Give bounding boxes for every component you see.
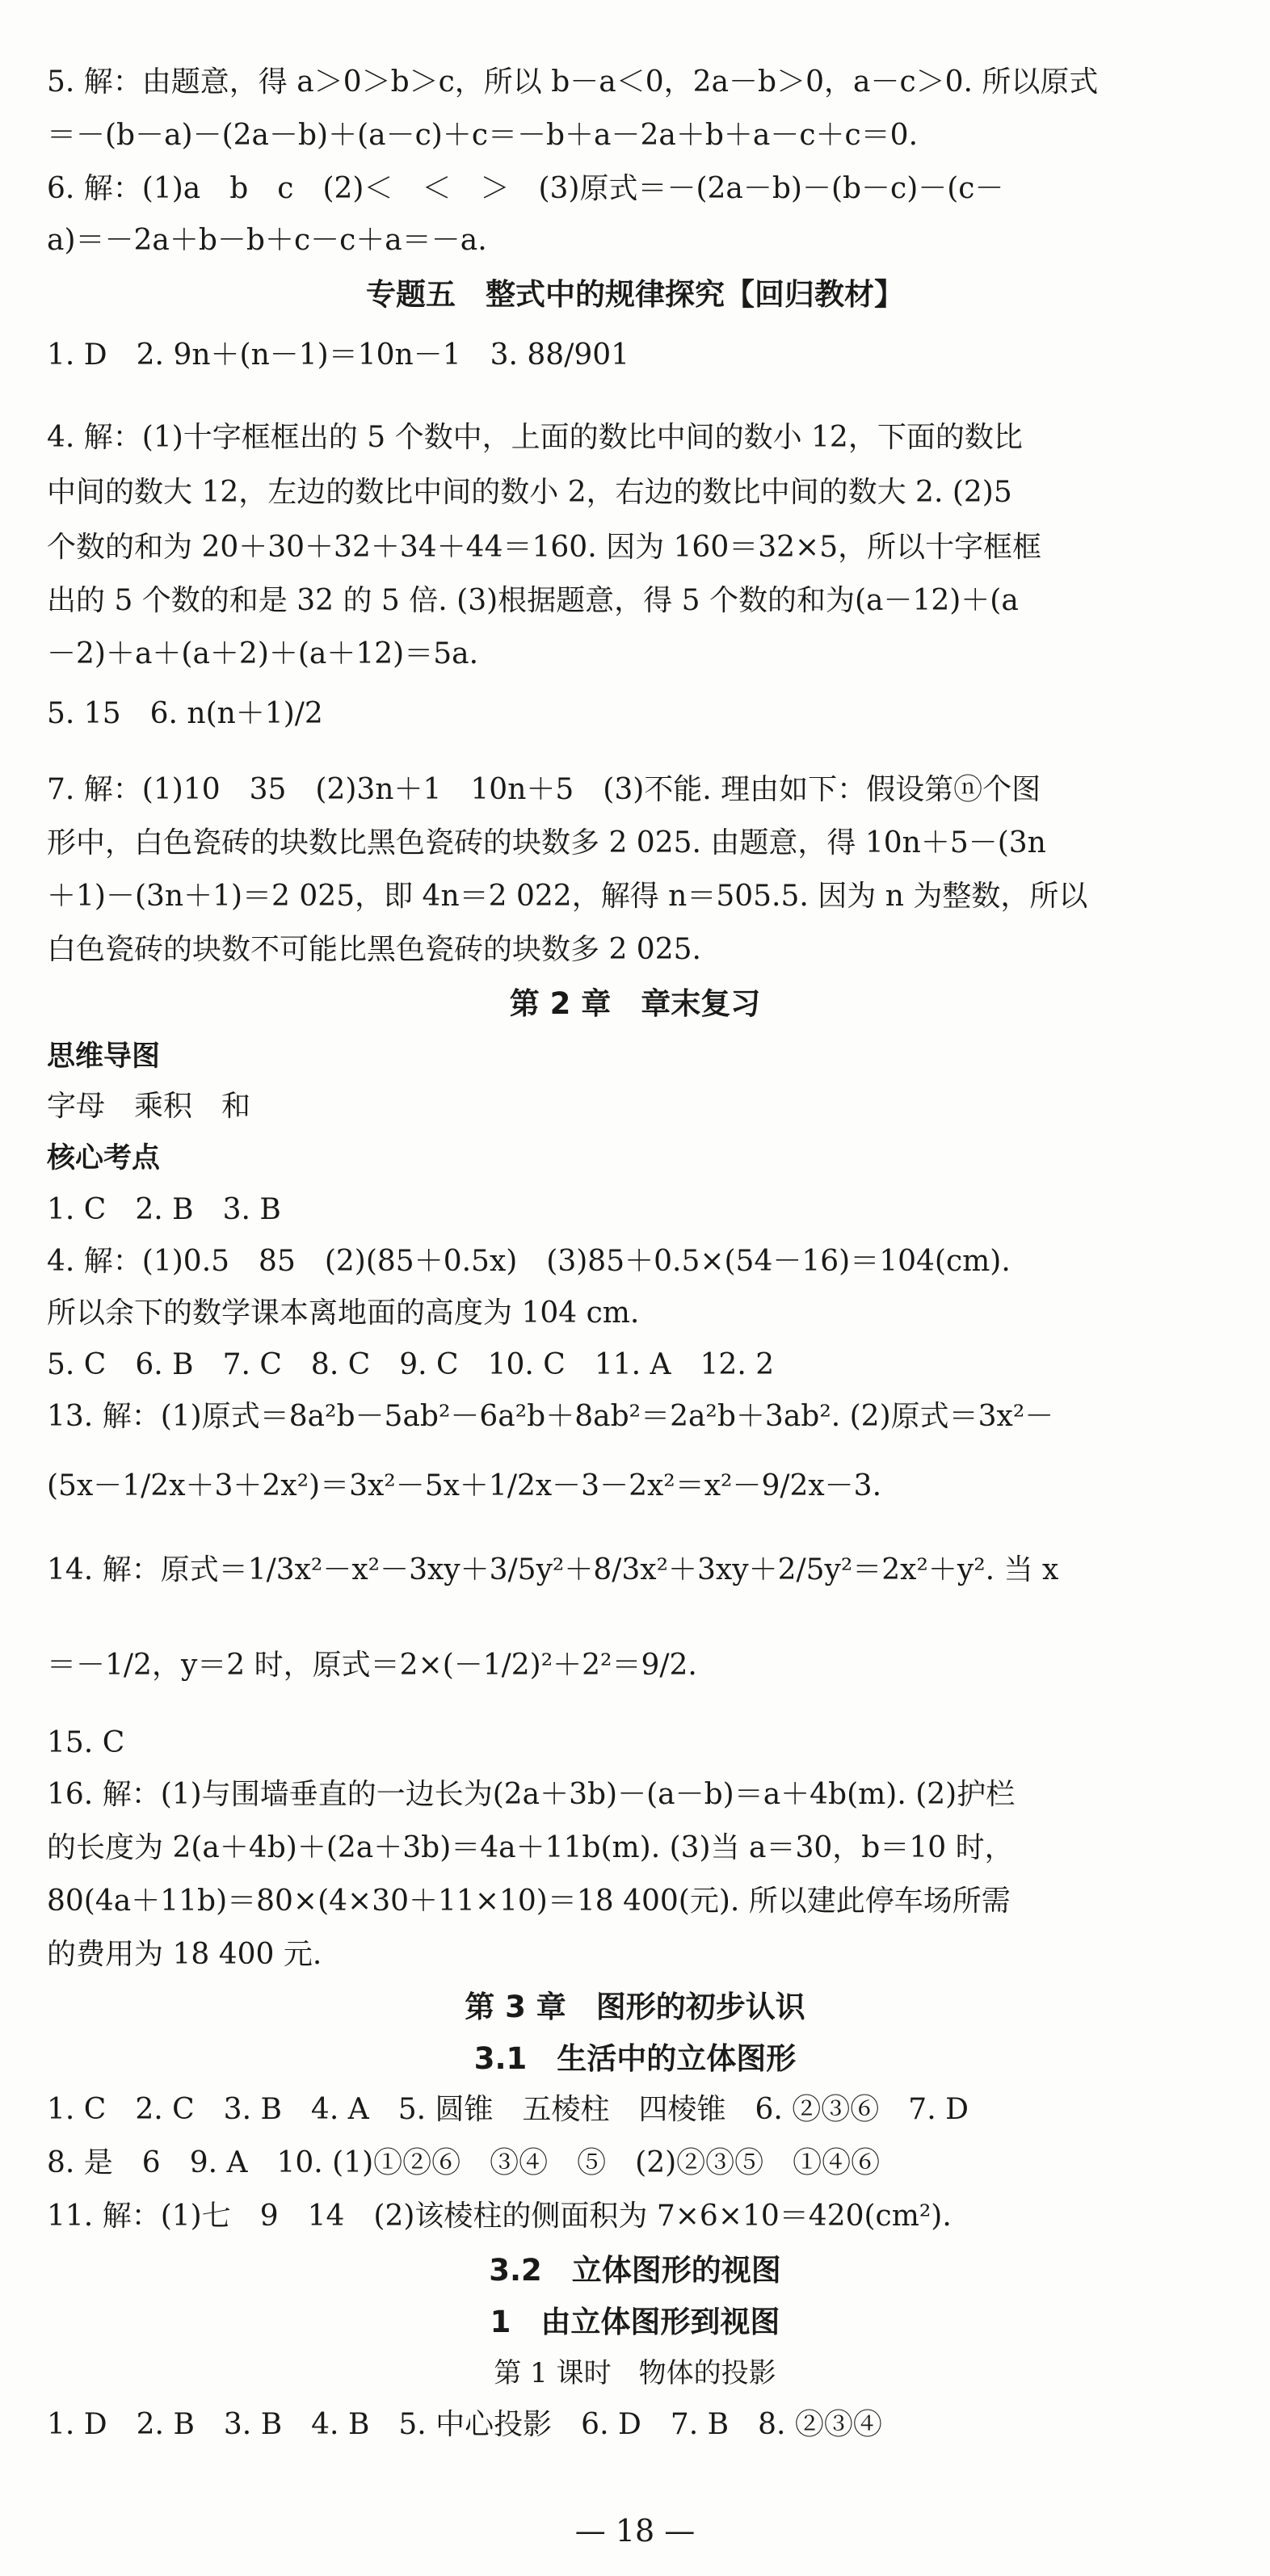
answer-line: 5. 15 6. n(n＋1)/2 [47,697,323,730]
answer-line: 4. 解：(1)0.5 85 (2)(85＋0.5x) (3)85＋0.5×(54－16)＝104(cm). [47,1245,1011,1278]
section-heading-3-2: 3.2 立体图形的视图 [489,2253,781,2288]
answer-line: 13. 解：(1)原式＝8a²b－5ab²－6a²b＋8ab²＝2a²b＋3ab². (2)原式＝3x²－ [47,1400,1054,1433]
answer-line: 11. 解：(1)七 9 14 (2)该棱柱的侧面积为 7×6×10＝420(cm²). [47,2200,952,2233]
answer-line: 8. 是 6 9. A 10. (1)①②⑥ ③④ ⑤ (2)②③⑤ ①④⑥ [47,2146,881,2179]
answer-line: 4. 解：(1)十字框框出的 5 个数中，上面的数比中间的数小 12，下面的数比 [47,421,1023,454]
answer-line: (5x－1/2x＋3＋2x²)＝3x²－5x＋1/2x－3－2x²＝x²－9/2x－3. [47,1469,882,1502]
answer-line: 1. D 2. 9n＋(n－1)＝10n－1 3. 88/901 [47,338,630,372]
answer-line: 白色瓷砖的块数不可能比黑色瓷砖的块数多 2 025. [47,933,701,966]
answer-line: 7. 解：(1)10 35 (2)3n＋1 10n＋5 (3)不能. 理由如下：假设第ⓝ个图 [47,773,1041,806]
answer-line: 16. 解：(1)与围墙垂直的一边长为(2a＋3b)－(a－b)＝a＋4b(m). (2)护栏 [47,1778,1016,1811]
chapter-heading-ch3: 第 3 章 图形的初步认识 [465,1990,805,2024]
section-heading-3-1: 3.1 生活中的立体图形 [473,2041,797,2076]
answer-line: 中间的数大 12，左边的数比中间的数小 2，右边的数比中间的数大 2. (2)5 [47,476,1012,509]
answer-line: 的长度为 2(a＋4b)＋(2a＋3b)＝4a＋11b(m). (3)当 a＝30，b＝10 时， [47,1831,1014,1864]
answer-line: 字母 乘积 和 [47,1090,251,1123]
subheading-mindmap: 思维导图 [47,1040,161,1073]
answer-line: 1. C 2. B 3. B [47,1193,281,1226]
answer-line: 6. 解：(1)a b c (2)＜ ＜ ＞ (3)原式＝－(2a－b)－(b－c)－(c－ [47,172,1004,205]
answer-line: 的费用为 18 400 元. [47,1938,322,1971]
answer-line: 出的 5 个数的和是 32 的 5 倍. (3)根据题意，得 5 个数的和为(a－12)＋(a [47,584,1019,617]
answer-line: 5. C 6. B 7. C 8. C 9. C 10. C 11. A 12. 2 [47,1348,775,1381]
answer-line: 14. 解：原式＝1/3x²－x²－3xy＋3/5y²＋8/3x²＋3xy＋2/5y²＝2x²＋y². 当 x [47,1553,1059,1586]
answer-line: ＝－(b－a)－(2a－b)＋(a－c)＋c＝－b＋a－2a＋b＋a－c＋c＝0. [47,119,919,152]
answer-line: ＝－1/2，y＝2 时，原式＝2×(－1/2)²＋2²＝9/2. [47,1649,697,1682]
answer-line: ＋1)－(3n＋1)＝2 025，即 4n＝2 022，解得 n＝505.5. 因为 n 为整数，所以 [47,880,1088,913]
answer-line: 15. C [47,1726,125,1759]
answer-line: 5. 解：由题意，得 a＞0＞b＞c，所以 b－a＜0，2a－b＞0，a－c＞0. 所以原式 [47,65,1099,99]
answer-line: 1. C 2. C 3. B 4. A 5. 圆锥 五棱柱 四棱锥 6. ②③⑥ 7. D [47,2093,969,2126]
answer-line: 形中，白色瓷砖的块数比黑色瓷砖的块数多 2 025. 由题意，得 10n＋5－(3n [47,826,1046,859]
answer-line: 1. D 2. B 3. B 4. B 5. 中心投影 6. D 7. B 8. ②③④ [47,2408,882,2441]
answer-line: 80(4a＋11b)＝80×(4×30＋11×10)＝18 400(元). 所以建此停车场所需 [47,1885,1011,1918]
subheading-core: 核心考点 [47,1142,161,1175]
subsection-heading: 1 由立体图形到视图 [490,2305,780,2339]
answer-line: a)＝－2a＋b－b＋c－c＋a＝－a. [47,224,487,257]
section-heading-topic5: 专题五 整式中的规律探究【回归教材】 [366,277,904,312]
answer-line: 个数的和为 20＋30＋32＋34＋44＝160. 因为 160＝32×5，所以十字框框 [47,531,1042,564]
answer-line: －2)＋a＋(a＋2)＋(a＋12)＝5a. [47,637,479,670]
chapter-heading-ch2: 第 2 章 章末复习 [509,986,761,1021]
page-number: — 18 — [574,2513,696,2549]
lesson-heading: 第 1 课时 物体的投影 [494,2357,776,2389]
answer-line: 所以余下的数学课本离地面的高度为 104 cm. [47,1296,640,1330]
